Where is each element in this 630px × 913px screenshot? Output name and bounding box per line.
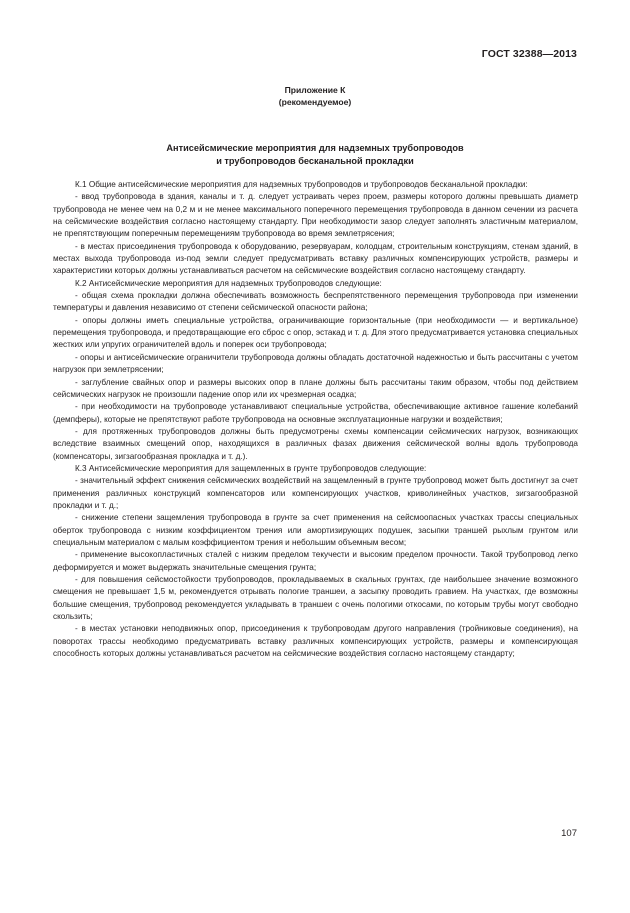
section-title-line-1: Антисейсмические мероприятия для надземных трубопроводов — [166, 143, 464, 153]
paragraph-k3-intro: К.3 Антисейсмические мероприятия для защемленных в грунте трубопроводов следующие: — [75, 463, 427, 473]
list-item: - опоры и антисейсмические ограничители трубопровода должны обладать достаточной надежностью и быть рассчитаны с учетом нагрузок при землетрясении; — [53, 352, 578, 375]
list-item: - опоры должны иметь специальные устройства, ограничивающие горизонтальные (при необходимости — и вертикальное) перемещения трубопровода, и предотвращающие его сброс с опор, эстакад и т. д. Для этого предусматривается установка специальных жестких или упругих ограничителей вдоль и поперек оси трубопровода; — [53, 315, 578, 350]
list-item: - в местах установки неподвижных опор, присоединения к трубопроводам другого направления (тройниковые соединения), на поворотах трассы необходимо предусматривать вставку различных компенсирующих устройств, размеры и компенсирующая способность которых должны устанавливаться расчетом на сейсмические воздействия согласно настоящему стандарту; — [53, 624, 578, 659]
list-item: - общая схема прокладки должна обеспечивать возможность беспрепятственного перемещения трубопровода при изменении температуры и давления независимо от степени сейсмической опасности района; — [53, 291, 578, 313]
annex-heading — [0, 84, 630, 108]
list-item: - в местах присоединения трубопровода к оборудованию, резервуарам, колодцам, строительным конструкциям, стенам зданий, в местах выхода трубопровода из-под земли следует предусматривать вставку различных компенсирующих устройств, размеры и характеристики которых должны устанавливаться расчетом на сейсмические воздействия согласно настоящему стандарту. — [53, 241, 578, 276]
annex-label: Приложение К — [284, 85, 346, 95]
paragraph-k1-intro: К.1 Общие антисейсмические мероприятия для надземных трубопроводов и трубопроводов бесканальной прокладки: — [75, 180, 528, 189]
annex-status: (рекомендуемое) — [278, 97, 352, 107]
list-item: - для повышения сейсмостойкости трубопроводов, прокладываемых в скальных грунтах, где наибольшее значение возможного смещения не превышает 1,5 м, рекомендуется отрывать пологие траншеи, а засыпку проводить гравием. На участках, где возможны большие смещения, трубопровод рекомендуется укладывать в траншеи с очень пологими откосами, по которым трубы могут свободно скользить; — [53, 575, 578, 622]
list-item: - снижение степени защемления трубопровода в грунте за счет применения на сейсмоопасных участках трассы специальных оберток трубопровода с низким коэффициентом трения или амортизирующих подушек, засыпки траншей рыхлым грунтом или специальным материалом с малым коэффициентом трения и небольшим объемным весом; — [53, 513, 578, 547]
section-title — [0, 142, 630, 168]
list-item: - заглубление свайных опор и размеры высоких опор в плане должны быть рассчитаны таким образом, чтобы под действием сейсмических нагрузок не произошли падение опор или их чрезмерная осадка; — [53, 377, 578, 399]
list-item: - применение высокопластичных сталей с низким пределом текучести и высоким пределом прочности. Такой трубопровод легко деформируется и может выдержать значительные смещения грунта; — [53, 550, 578, 572]
list-item: - ввод трубопровода в здания, каналы и т. д. следует устраивать через проем, размеры которого должны превышать диаметр трубопровода не менее чем на 0,2 м и не менее максимального поперечного перемещения трубопровода в данном сечении из расчета на сейсмические воздействия согласно настоящему стандарту. При необходимости зазор следует заполнять эластичным материалом, не препятствующим поперечным перемещениям трубопровода во время землетрясения; — [53, 192, 578, 239]
section-title-line-2: и трубопроводов бесканальной прокладки — [216, 156, 414, 166]
standard-id: ГОСТ 32388—2013 — [481, 48, 577, 60]
page-number: 107 — [561, 828, 577, 839]
body-text — [53, 179, 578, 660]
paragraph-k2-intro: К.2 Антисейсмические мероприятия для надземных трубопроводов следующие: — [75, 278, 382, 288]
list-item: - для протяженных трубопроводов должны быть предусмотрены схемы компенсации сейсмических нагрузок, возникающих вследствие взаимных смещений опор, находящихся в различных фазах движения сейсмической волны вдоль трубопровода (компенсаторы, зигзагообразная прокладка и т. д.). — [53, 426, 578, 461]
list-item: - при необходимости на трубопроводе устанавливают специальные устройства, обеспечивающие активное гашение колебаний (демпферы), которые не препятствуют работе трубопровода на основные эксплуатационные нагрузки и воздействия; — [53, 402, 578, 424]
list-item: - значительный эффект снижения сейсмических воздействий на защемленный в грунте трубопровод может быть достигнут за счет применения различных конструкций компенсаторов или компенсирующих участков, криволинейных участков, зигзагообразной прокладки и т. д.; — [53, 476, 578, 510]
